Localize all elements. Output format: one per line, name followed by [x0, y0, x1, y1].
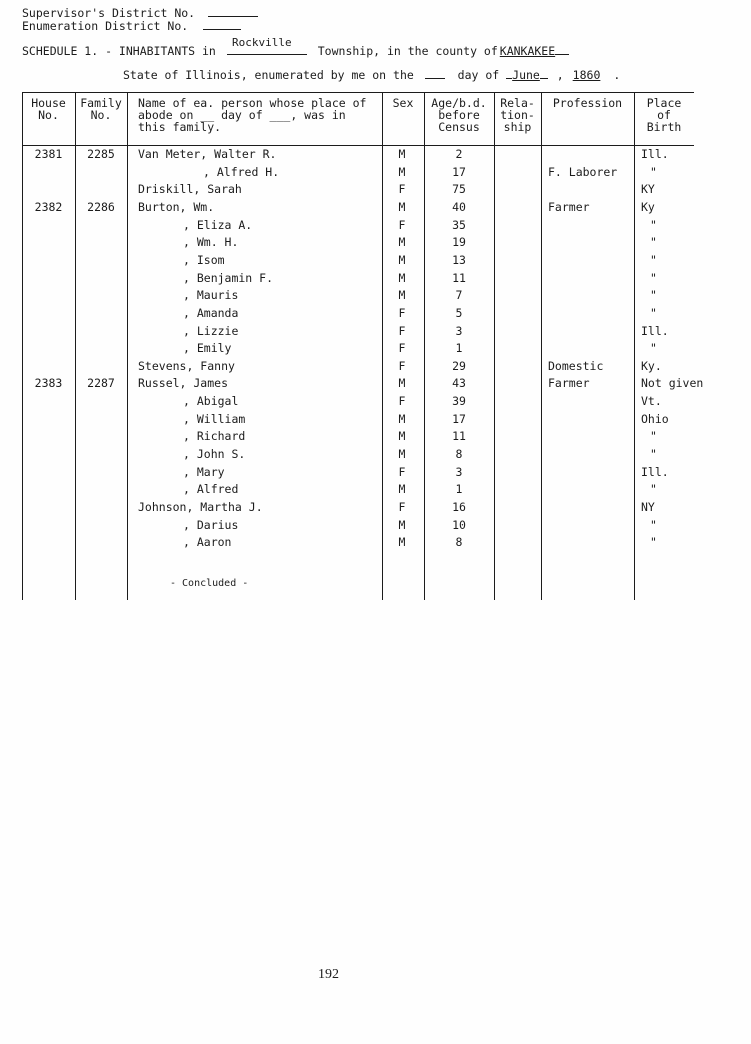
cell-age: 13 — [452, 252, 466, 267]
cell-birthplace: " — [650, 341, 657, 356]
cell-person-name: , Abigal — [183, 394, 239, 409]
cell-age: 35 — [452, 217, 466, 232]
month-value: June — [512, 68, 540, 82]
cell-birthplace: " — [650, 164, 657, 179]
cell-person-name: , John S. — [183, 447, 246, 462]
cell-birthplace: " — [650, 447, 657, 462]
col-divider-profession — [541, 92, 542, 600]
col-header-house-line-2: No. — [38, 108, 59, 122]
cell-person-name: , Richard — [183, 429, 246, 444]
cell-sex: F — [398, 182, 406, 197]
township-name: Rockville — [232, 36, 292, 49]
cell-sex: M — [398, 270, 406, 285]
cell-sex: M — [398, 376, 406, 391]
cell-person-name: Russel, James — [138, 376, 229, 391]
col-header-name-line-3: this family. — [138, 120, 222, 134]
cell-birthplace: " — [650, 217, 657, 232]
col-header-birthplace-line-3: Birth — [646, 120, 682, 134]
cell-age: 43 — [452, 376, 466, 391]
col-header-age-line-1: Age/b.d. — [431, 96, 487, 110]
cell-person-name: , Wm. H. — [183, 235, 239, 250]
cell-sex: F — [398, 358, 406, 373]
cell-sex: M — [398, 164, 406, 179]
concluded-note: - Concluded - — [170, 578, 249, 589]
cell-birthplace: Ill. — [641, 323, 669, 338]
cell-age: 5 — [455, 305, 463, 320]
cell-age: 8 — [455, 447, 463, 462]
cell-house-no: 2381 — [34, 147, 63, 161]
cell-sex: M — [398, 147, 406, 161]
cell-profession: Domestic — [548, 358, 604, 373]
cell-person-name: , Mauris — [183, 288, 239, 303]
day-of-label: day of — [457, 68, 500, 82]
cell-birthplace: " — [650, 235, 657, 250]
col-header-age-line-3: Census — [438, 120, 480, 134]
cell-birthplace: Ohio — [641, 411, 669, 426]
col-divider-birthplace — [634, 92, 635, 600]
cell-age: 3 — [455, 323, 463, 338]
cell-person-name: , Lizzie — [183, 323, 239, 338]
cell-person-name: , Amanda — [183, 305, 239, 320]
col-header-relationship — [494, 97, 541, 133]
cell-person-name: , Alfred — [183, 482, 239, 497]
cell-sex: F — [398, 464, 406, 479]
cell-birthplace: NY — [641, 500, 655, 514]
cell-age: 17 — [452, 411, 466, 426]
cell-profession: Farmer — [548, 199, 590, 214]
enumeration-district-line — [22, 19, 241, 33]
cell-age: 39 — [452, 394, 466, 409]
township-suffix: Township, in the county of — [317, 44, 498, 58]
header-period: . — [613, 68, 621, 82]
cell-sex: M — [398, 535, 406, 550]
col-header-name-line-1: Name of ea. person whose place of — [138, 96, 367, 110]
supervisor-district-blank — [208, 6, 258, 17]
col-header-profession-line-1: Profession — [552, 96, 623, 110]
cell-birthplace: Ky — [641, 199, 655, 214]
col-header-age-line-2: before — [438, 108, 480, 122]
cell-age: 17 — [452, 164, 466, 179]
col-divider-relationship — [494, 92, 495, 600]
enumeration-district-label: Enumeration District No. — [22, 19, 189, 33]
enumeration-district-blank — [203, 19, 241, 30]
cell-birthplace: " — [650, 429, 657, 444]
cell-sex: F — [398, 323, 406, 338]
cell-birthplace: " — [650, 517, 657, 532]
cell-birthplace: " — [650, 288, 657, 303]
cell-sex: M — [398, 517, 406, 532]
cell-age: 10 — [452, 517, 466, 532]
county-blank — [555, 44, 569, 55]
cell-family-no: 2287 — [87, 376, 115, 391]
cell-age: 7 — [455, 288, 463, 303]
cell-birthplace: " — [650, 305, 657, 320]
cell-sex: M — [398, 252, 406, 267]
col-header-age — [424, 97, 494, 133]
cell-family-no: 2285 — [87, 147, 115, 161]
cell-person-name: , Darius — [183, 517, 239, 532]
cell-person-name: , Alfred H. — [203, 164, 280, 179]
col-header-house-line-1: House — [31, 96, 66, 110]
cell-age: 29 — [452, 358, 466, 373]
cell-age: 75 — [452, 182, 466, 197]
col-header-relationship-line-2: tion- — [500, 108, 535, 122]
cell-sex: F — [398, 341, 406, 356]
cell-birthplace: " — [650, 482, 657, 497]
col-divider-family — [75, 92, 76, 600]
cell-sex: M — [398, 235, 406, 250]
table-left-border — [22, 92, 23, 600]
state-prefix: State of Illinois, enumerated by me on the — [123, 68, 414, 82]
col-header-family-line-1: Family — [80, 96, 122, 110]
cell-sex: M — [398, 411, 406, 426]
cell-birthplace: Ky. — [641, 358, 662, 373]
cell-sex: M — [398, 288, 406, 303]
cell-person-name: , William — [183, 411, 246, 426]
cell-sex: F — [398, 217, 406, 232]
col-divider-name — [127, 92, 128, 600]
col-header-name — [138, 97, 378, 133]
col-header-sex — [382, 97, 424, 109]
col-header-sex-line-1: Sex — [392, 96, 414, 110]
col-header-house — [22, 97, 75, 121]
cell-age: 16 — [452, 500, 466, 514]
cell-birthplace: Ill. — [641, 147, 669, 161]
cell-person-name: , Emily — [183, 341, 232, 356]
cell-person-name: , Mary — [183, 464, 225, 479]
cell-person-name: Van Meter, Walter R. — [138, 147, 277, 161]
cell-birthplace: " — [650, 535, 657, 550]
cell-house-no: 2382 — [34, 199, 63, 214]
schedule-prefix: SCHEDULE 1. - INHABITANTS in — [22, 44, 216, 58]
schedule-line — [22, 44, 569, 58]
cell-sex: F — [398, 305, 406, 320]
cell-age: 8 — [455, 535, 463, 550]
col-header-relationship-line-3: ship — [503, 120, 532, 134]
cell-person-name: Burton, Wm. — [138, 199, 215, 214]
col-header-birthplace-line-1: Place — [646, 96, 682, 110]
cell-sex: M — [398, 447, 406, 462]
cell-person-name: Stevens, Fanny — [138, 358, 235, 373]
comma: , — [556, 68, 564, 82]
cell-age: 1 — [455, 482, 463, 497]
col-header-name-line-2: abode on __ day of ___, was in — [138, 108, 346, 122]
county-name: KANKAKEE — [499, 44, 556, 58]
col-header-profession — [541, 97, 634, 109]
cell-sex: M — [398, 429, 406, 444]
cell-age: 11 — [452, 429, 466, 444]
table-header-rule — [22, 145, 694, 146]
cell-birthplace: " — [650, 252, 657, 267]
col-header-birthplace-line-2: of — [657, 108, 671, 122]
cell-age: 1 — [455, 341, 463, 356]
date-day-blank — [425, 68, 445, 79]
cell-birthplace: " — [650, 270, 657, 285]
cell-sex: M — [398, 482, 406, 497]
cell-birthplace: Vt. — [641, 394, 662, 409]
supervisor-district-label: Supervisor's District No. — [22, 6, 196, 20]
cell-birthplace: KY — [641, 182, 655, 197]
cell-age: 3 — [455, 464, 463, 479]
month-trail-blank — [540, 68, 548, 79]
col-header-family-line-2: No. — [90, 108, 112, 122]
cell-age: 40 — [452, 199, 466, 214]
cell-sex: M — [398, 199, 406, 214]
cell-profession: F. Laborer — [548, 164, 618, 179]
cell-age: 2 — [455, 147, 463, 161]
cell-house-no: 2383 — [34, 376, 63, 391]
col-header-relationship-line-1: Rela- — [500, 96, 535, 110]
cell-birthplace: Not given — [641, 376, 704, 391]
cell-person-name: , Benjamin F. — [183, 270, 274, 285]
cell-birthplace: Ill. — [641, 464, 669, 479]
cell-family-no: 2286 — [87, 199, 115, 214]
cell-person-name: Driskill, Sarah — [138, 182, 242, 197]
page-number: 192 — [318, 967, 339, 982]
table-top-rule — [22, 92, 694, 93]
supervisor-district-line — [22, 6, 258, 20]
cell-person-name: , Eliza A. — [183, 217, 253, 232]
cell-person-name: , Aaron — [183, 535, 232, 550]
cell-person-name: , Isom — [183, 252, 225, 267]
cell-sex: F — [398, 394, 406, 409]
township-blank — [227, 44, 307, 55]
cell-profession: Farmer — [548, 376, 590, 391]
year-value: 1860 — [572, 68, 601, 82]
cell-person-name: Johnson, Martha J. — [138, 500, 263, 514]
cell-sex: F — [398, 500, 406, 514]
cell-age: 19 — [452, 235, 466, 250]
cell-age: 11 — [452, 270, 466, 285]
state-line — [123, 68, 620, 82]
col-header-birthplace — [634, 97, 694, 133]
col-header-family — [75, 97, 127, 121]
